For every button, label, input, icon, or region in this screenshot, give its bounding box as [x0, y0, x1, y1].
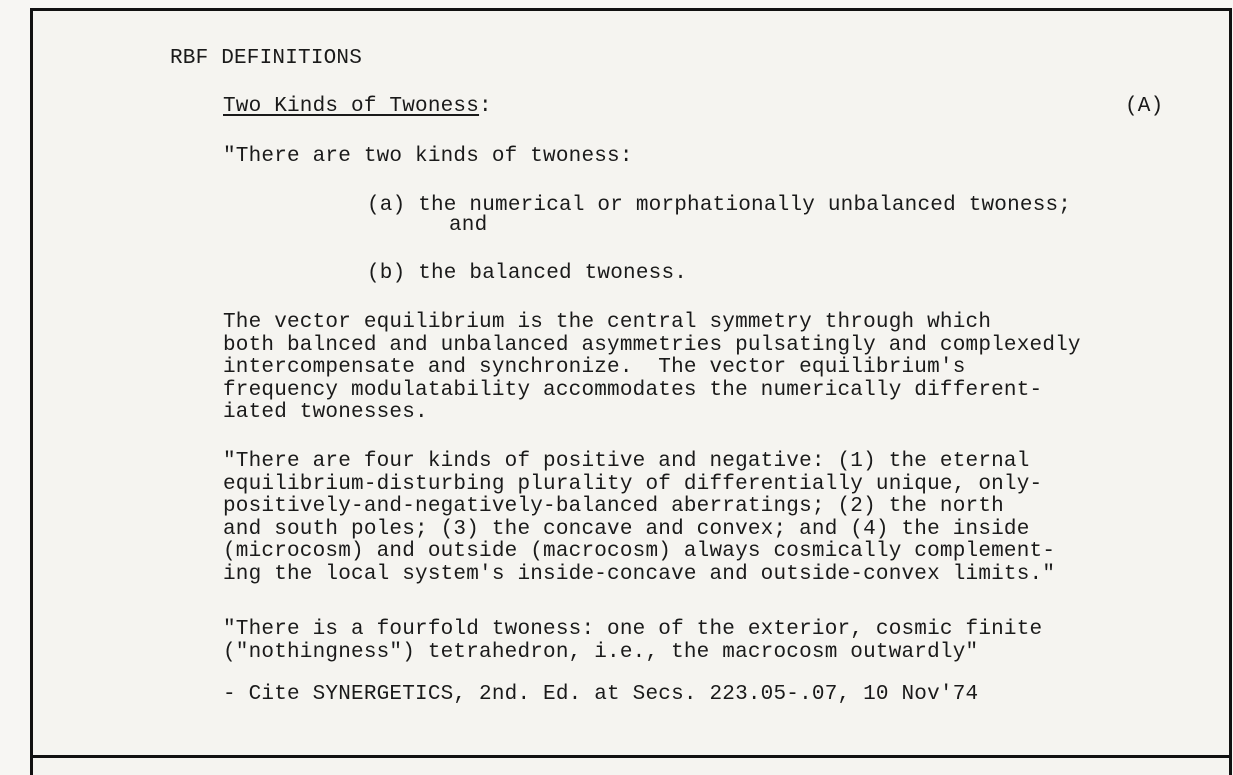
entry-marker: (A) [1125, 95, 1164, 118]
entry-heading-colon: : [479, 95, 492, 118]
paragraph-2-line: "There are four kinds of positive and negative: (1) the eternal [223, 450, 1030, 473]
intro-line: "There are two kinds of twoness: [223, 145, 633, 168]
paragraph-3 [223, 619, 1042, 664]
item-a-line2: and [449, 214, 488, 237]
paragraph-2-line: equilibrium-disturbing plurality of differentially unique, only- [223, 472, 1043, 496]
item-a-line1: (a) the numerical or morphationally unbalanced twoness; [367, 194, 1072, 217]
paragraph-2-line: positively-and-negatively-balanced aberratings; (2) the north [223, 495, 1004, 518]
entry-heading: Two Kinds of Twoness [223, 95, 480, 118]
paragraph-1 [223, 312, 1081, 425]
card-title: RBF DEFINITIONS [170, 47, 363, 70]
citation-line: - Cite SYNERGETICS, 2nd. Ed. at Secs. 223.05-.07, 10 Nov'74 [223, 683, 979, 706]
paragraph-3-line: ("nothingness") tetrahedron, i.e., the macrocosm outwardly" [223, 640, 979, 664]
paragraph-2-line: ing the local system's inside-concave and outside-convex limits." [223, 562, 1056, 586]
paragraph-1-line: frequency modulatability accommodates the numerically different- [223, 378, 1043, 402]
paragraph-2-line: and south poles; (3) the concave and convex; and (4) the inside [223, 517, 1030, 541]
entry-heading-row [223, 95, 492, 118]
item-b-line: (b) the balanced twoness. [367, 262, 688, 285]
paragraph-1-line: intercompensate and synchronize. The vector equilibrium's [223, 356, 966, 379]
paragraph-2-line: (microcosm) and outside (macrocosm) always cosmically complement- [223, 540, 1056, 563]
paragraph-2 [223, 451, 1055, 586]
paragraph-3-line: "There is a fourfold twoness: one of the exterior, cosmic finite [223, 618, 1043, 641]
next-card-edge [30, 758, 1232, 775]
paragraph-1-line: both balnced and unbalanced asymmetries pulsatingly and complexedly [223, 333, 1081, 357]
paragraph-1-line: iated twonesses. [223, 401, 428, 424]
paragraph-1-line: The vector equilibrium is the central symmetry through which [223, 311, 992, 334]
